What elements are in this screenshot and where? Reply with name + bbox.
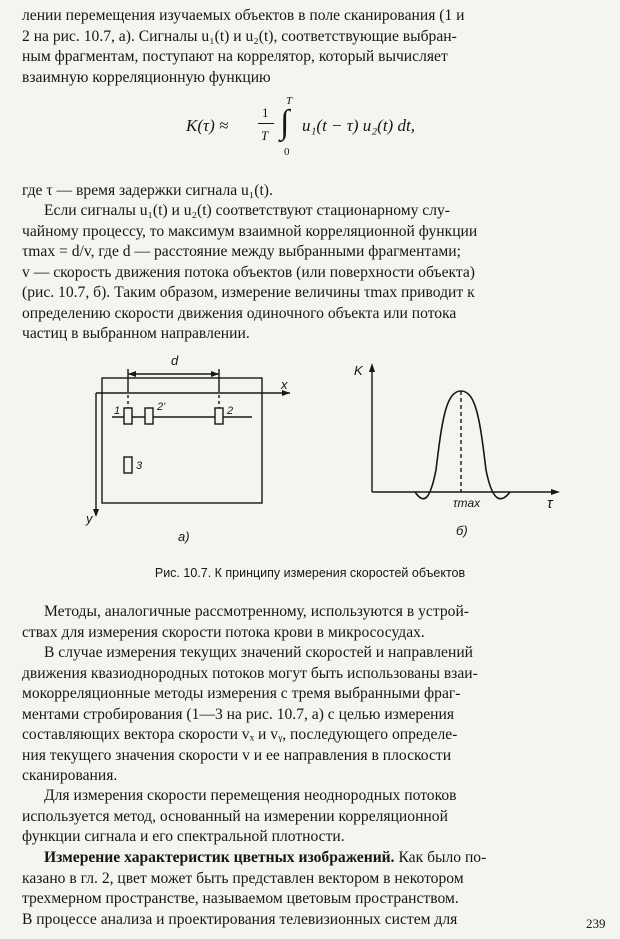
text-line: Для измерения скорости перемещения неоднородных потоков <box>44 787 457 804</box>
fragment-label-1: 1 <box>114 405 121 417</box>
text-line: частиц в выбранном направлении. <box>22 325 250 342</box>
paragraph-4 <box>22 602 610 643</box>
k-axis-label: K <box>354 363 363 378</box>
fragment-label-2-prime: 2' <box>157 401 166 413</box>
text-line: определению скорости движения одиночного объекта или потока <box>22 304 457 322</box>
text-line: ствах для измерения скорости потока крови в микрососудах. <box>22 623 425 641</box>
text-line: сканирования. <box>22 767 118 784</box>
text-line: мокорреляционные методы измерения с тремя выбранными фраг- <box>22 685 461 702</box>
dim-arrow-right <box>211 371 219 377</box>
fragment-1 <box>124 408 132 424</box>
fragment-2 <box>215 408 223 424</box>
correlation-formula <box>186 95 486 160</box>
text-line: взаимную корреляционную функцию <box>22 68 271 86</box>
figure-10-7 <box>0 345 620 575</box>
text-line: где τ — время задержки сигнала u₁(t). <box>22 182 273 199</box>
panel-b-label: б) <box>456 523 468 538</box>
fragment-label-3: 3 <box>136 460 143 472</box>
y-axis-arrow <box>93 509 99 517</box>
heading-continuation: Как было по- <box>394 849 487 866</box>
paragraph-6 <box>22 786 610 848</box>
paragraph-3 <box>22 201 610 345</box>
text-line: используется метод, основанный на измерении корреляционной <box>22 807 448 825</box>
text-line: v — скорость движения потока объектов (или поверхности объекта) <box>22 263 475 281</box>
formula-lhs: K(τ) ≈ <box>186 116 229 135</box>
page-number: 239 <box>586 916 606 931</box>
scan-field <box>102 378 262 503</box>
text-line: (рис. 10.7, б). Таким образом, измерение величины τmax приводит к <box>22 284 475 301</box>
integral-upper-limit: T <box>286 95 293 107</box>
paragraph-1 <box>22 6 610 88</box>
text-line: казано в гл. 2, цвет может быть представлен вектором в некотором <box>22 869 464 887</box>
integral-lower-limit: 0 <box>284 146 290 158</box>
section-heading: Измерение характеристик цветных изображений. <box>44 849 395 866</box>
y-axis-label: y <box>86 511 93 526</box>
paragraph-7 <box>22 848 610 930</box>
text-line: ным фрагментам, поступают на коррелятор, который вычисляет <box>22 48 448 65</box>
dist-label: d <box>171 353 179 368</box>
fraction-bar <box>258 123 274 124</box>
tau-max-label: τmax <box>453 496 481 510</box>
paragraph-2 <box>22 181 610 202</box>
figure-panel-a <box>93 369 290 517</box>
text-line: В процессе анализа и проектирования телевизионных систем для <box>22 910 458 928</box>
fragment-3 <box>124 457 132 473</box>
dim-arrow-left <box>128 371 136 377</box>
x-axis-label: x <box>281 377 288 392</box>
text-line: лении перемещения изучаемых объектов в поле сканирования (1 и <box>22 7 465 24</box>
text-line: чайному процессу, то максимум взаимной корреляционной функции <box>22 222 478 240</box>
formula-body: u₁(t − τ) u₂(t) dt, <box>302 116 415 135</box>
text-line: функции сигнала и его спектральной плотности. <box>22 828 345 845</box>
figure-panel-b <box>369 363 560 499</box>
formula-frac-num: 1 <box>262 105 269 120</box>
correlation-curve <box>415 391 510 499</box>
text-line <box>22 848 610 869</box>
text-line: движения квазиоднородных потоков могут быть использованы взаи- <box>22 664 478 682</box>
fragment-2-prime <box>145 408 153 424</box>
text-line: составляющих вектора скорости vₓ и vᵧ, последующего определе- <box>22 726 458 743</box>
paragraph-5 <box>22 643 610 787</box>
text-line: Методы, аналогичные рассмотренному, используются в устрой- <box>44 603 469 620</box>
panel-a-label: а) <box>178 529 190 544</box>
figure-caption: Рис. 10.7. К принципу измерения скоростей объектов <box>154 566 466 580</box>
text-line: τmax = d/v, где d — расстояние между выбранными фрагментами; <box>22 243 461 260</box>
text-line: трехмерном пространстве, называемом цветовым пространством. <box>22 890 459 907</box>
text-line: В случае измерения текущих значений скоростей и направлений <box>44 644 474 661</box>
text-line: 2 на рис. 10.7, а). Сигналы u₁(t) и u₂(t), соответствующие выбран- <box>22 27 457 45</box>
integral-sign: ∫ <box>280 104 290 141</box>
text-line: ментами стробирования (1—3 на рис. 10.7, а) с целью измерения <box>22 705 454 723</box>
fragment-label-2: 2 <box>227 405 234 417</box>
tau-axis-label: τ <box>547 495 553 512</box>
text-line: Если сигналы u₁(t) и u₂(t) соответствуют стационарному слу- <box>44 202 450 219</box>
k-axis-arrow <box>369 363 375 372</box>
text-line: ния текущего значения скорости v и ее направления в плоскости <box>22 746 452 764</box>
formula-frac-den: T <box>261 128 269 143</box>
